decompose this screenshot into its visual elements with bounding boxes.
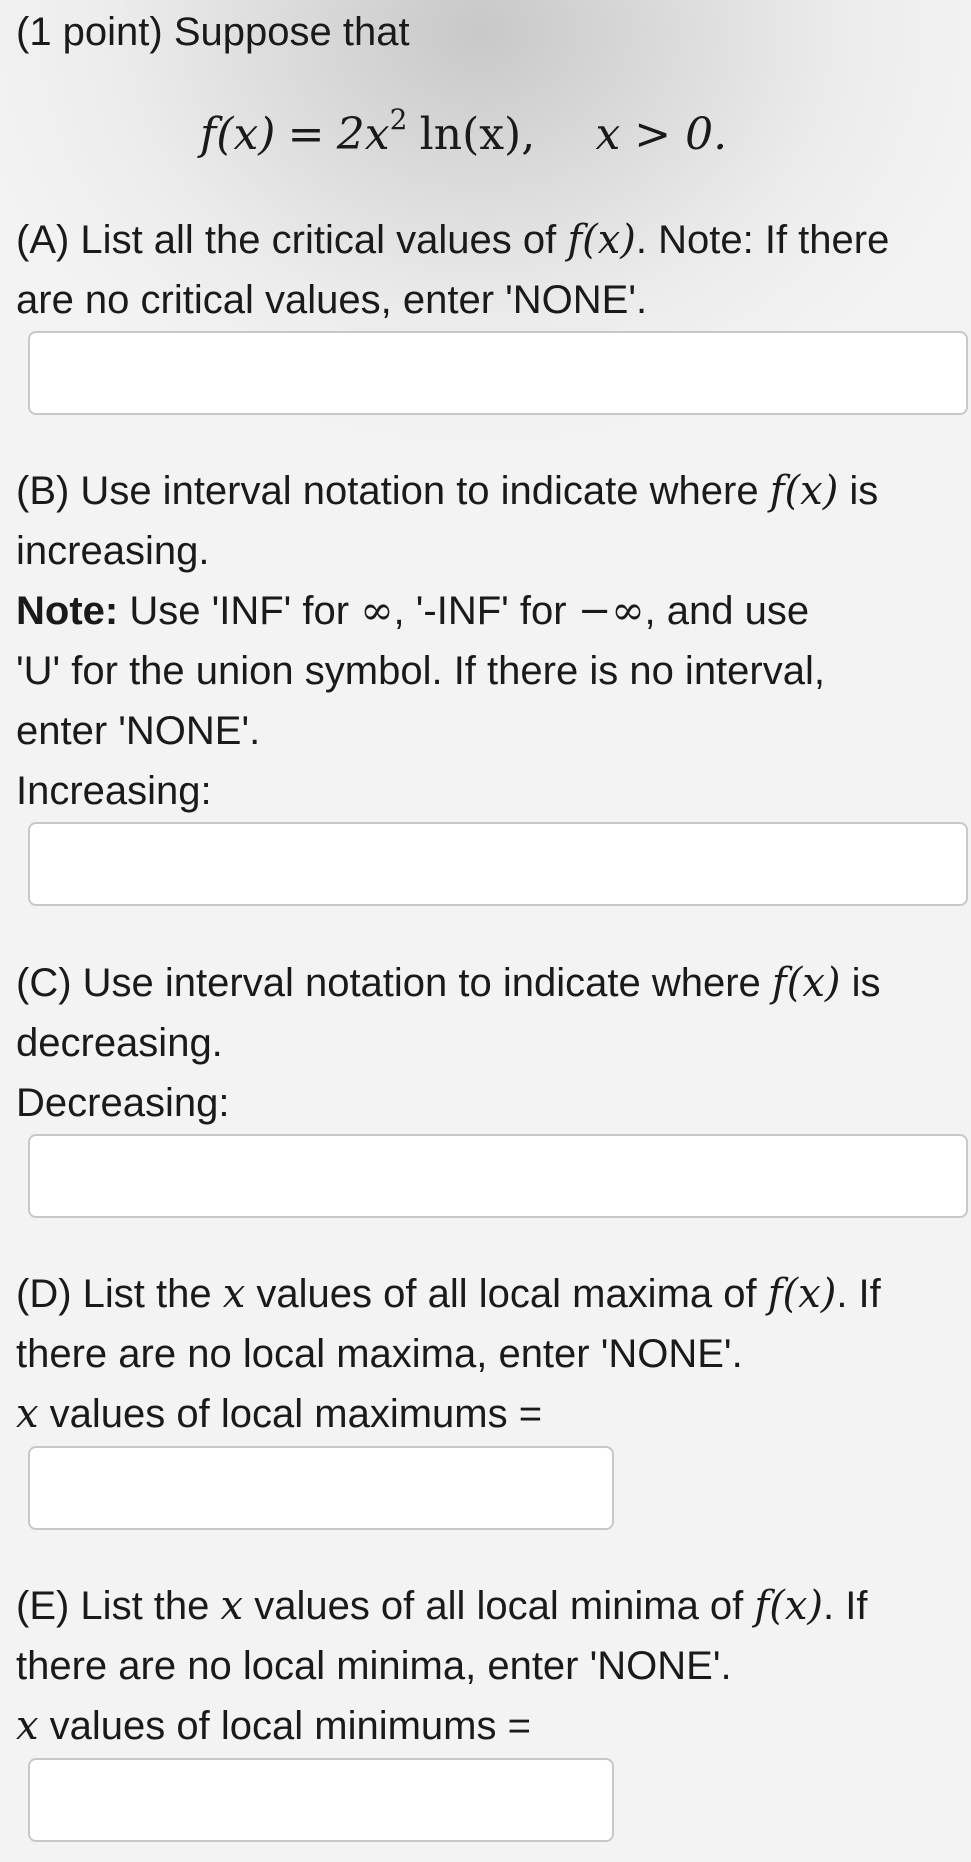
- part-c-suffix: is: [840, 961, 881, 1005]
- equation-lhs: f(x): [200, 109, 276, 160]
- part-c-question: [16, 953, 968, 1133]
- equation-exponent: 2: [389, 103, 408, 136]
- note-label: Note:: [16, 589, 119, 633]
- part-a-line-2: are no critical values, enter 'NONE'.: [16, 278, 648, 322]
- part-c-line-2: decreasing.: [16, 1021, 223, 1065]
- part-d-line-1: [16, 1264, 968, 1324]
- equation-log: ln(x),: [419, 109, 536, 160]
- part-b-function: f(x): [769, 468, 839, 514]
- part-c-function: f(x): [771, 960, 841, 1006]
- part-a-question: [16, 210, 968, 330]
- local-min-input[interactable]: [28, 1758, 614, 1842]
- part-b-line-5: enter 'NONE'.: [16, 709, 261, 753]
- note-text-2: , '-INF' for: [393, 589, 578, 633]
- equation-equals: =: [287, 109, 325, 160]
- decreasing-label: Decreasing:: [16, 1081, 230, 1125]
- part-b-line-2: increasing.: [16, 529, 210, 573]
- equation-coefficient: 2x: [336, 109, 390, 160]
- local-min-prompt: values of local minimums =: [38, 1704, 531, 1748]
- increasing-input[interactable]: [28, 822, 968, 906]
- local-min-label: [16, 1696, 968, 1756]
- note-text-3: , and use: [644, 589, 810, 633]
- part-a-text: (A) List all the critical values of: [16, 218, 568, 262]
- note-text-1: Use 'INF' for: [118, 589, 361, 633]
- part-d-function: f(x): [767, 1271, 837, 1317]
- equation-domain: x > 0.: [595, 109, 728, 160]
- part-e-function: f(x): [754, 1583, 823, 1629]
- part-d-text-2: values of all local maxima of: [245, 1272, 768, 1316]
- part-a-line-1: [16, 210, 968, 270]
- local-max-input[interactable]: [28, 1446, 614, 1530]
- part-e-text-1: (E) List the: [16, 1584, 221, 1628]
- local-max-prompt: values of local maximums =: [38, 1392, 543, 1436]
- part-b-text: (B) Use interval notation to indicate where: [16, 469, 770, 513]
- decreasing-input[interactable]: [28, 1134, 968, 1218]
- problem-header: [16, 2, 968, 62]
- part-e-line-2: there are no local minima, enter 'NONE'.: [16, 1644, 732, 1688]
- points-label: (1 point) Suppose that: [16, 10, 410, 54]
- part-e-question: [16, 1576, 968, 1756]
- part-e-line-1: [16, 1576, 968, 1636]
- local-max-label: [16, 1384, 968, 1444]
- part-c-line-1: [16, 953, 968, 1013]
- part-b-line-4: 'U' for the union symbol. If there is no interval,: [16, 649, 825, 693]
- part-e-text-3: . If: [822, 1584, 868, 1628]
- neg-infinity-symbol: −∞: [577, 588, 645, 634]
- part-d-text-1: (D) List the: [16, 1272, 223, 1316]
- part-b-line-1: [16, 461, 968, 521]
- increasing-label: Increasing:: [16, 769, 212, 813]
- part-b-suffix: is: [838, 469, 879, 513]
- part-e-text-2: values of all local minima of: [243, 1584, 755, 1628]
- part-c-text: (C) Use interval notation to indicate where: [16, 961, 772, 1005]
- part-b-question: [16, 461, 968, 821]
- part-d-line-2: there are no local maxima, enter 'NONE'.: [16, 1332, 743, 1376]
- infinity-symbol: ∞: [360, 588, 394, 634]
- part-d-variable: x: [222, 1271, 246, 1317]
- function-equation: [200, 105, 727, 165]
- part-d-text-3: . If: [836, 1272, 881, 1316]
- local-min-variable: x: [16, 1703, 39, 1749]
- part-a-note: . Note: If there: [635, 218, 890, 262]
- part-e-variable: x: [220, 1583, 244, 1629]
- part-b-note-line: [16, 581, 968, 641]
- local-max-variable: x: [16, 1391, 39, 1437]
- critical-values-input[interactable]: [28, 331, 968, 415]
- part-d-question: [16, 1264, 968, 1444]
- part-a-function: f(x): [567, 217, 636, 263]
